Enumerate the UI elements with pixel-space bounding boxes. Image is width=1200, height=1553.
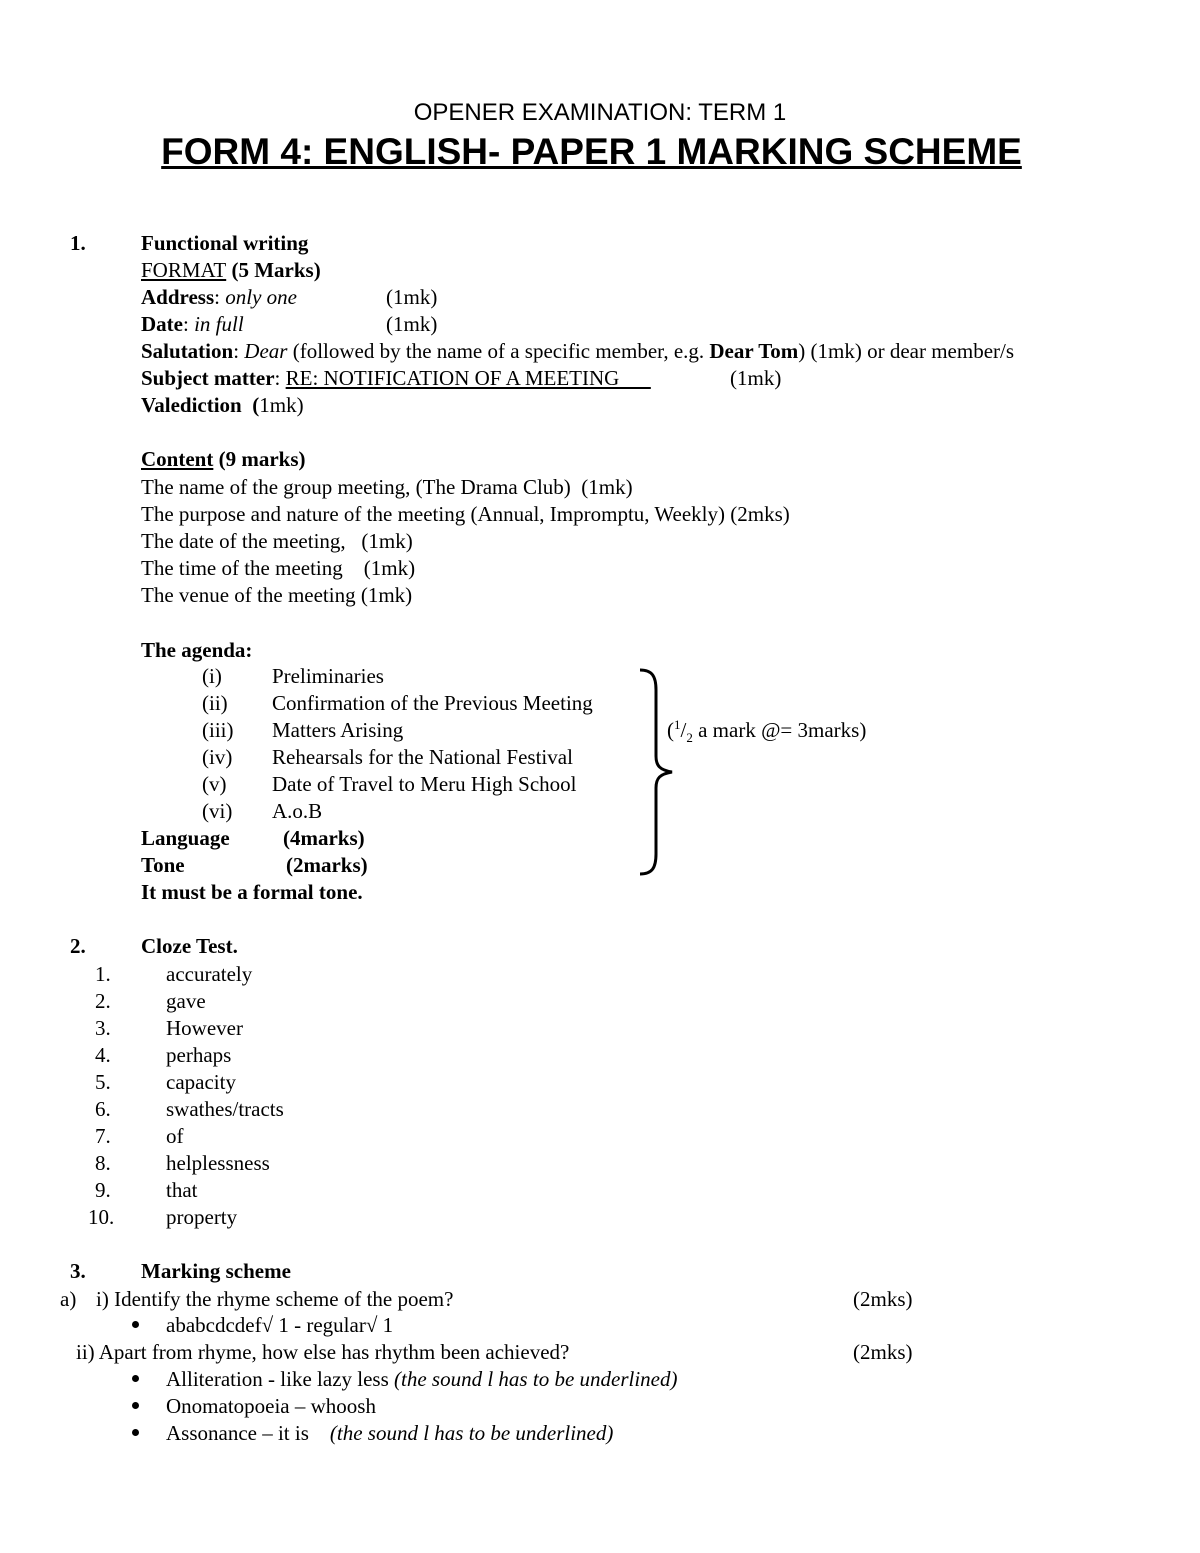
agenda-note-open: (: [667, 718, 674, 742]
cloze-answer: helplessness: [166, 1151, 270, 1175]
q1-title: Functional writing: [141, 231, 309, 255]
cloze-answer: property: [166, 1205, 238, 1229]
agenda-item: A.o.B: [272, 799, 323, 823]
salutation-sep: :: [233, 339, 245, 363]
format-marks: (5 Marks): [226, 258, 321, 282]
content-item: The time of the meeting (1mk): [141, 556, 416, 580]
salutation-example: Dear Tom: [709, 339, 799, 363]
paper-title: FORM 4: ENGLISH- PAPER 1 MARKING SCHEME: [161, 131, 1022, 172]
agenda-numeral: (iv): [202, 745, 233, 769]
date-line: [141, 311, 244, 337]
content-heading: Content: [141, 447, 214, 471]
tone-label: Tone: [141, 853, 185, 877]
cloze-number: 3.: [95, 1016, 111, 1040]
salutation-label: Salutation: [141, 339, 234, 363]
content-marks: (9 marks): [213, 447, 306, 471]
cloze-number: 7.: [95, 1124, 111, 1148]
address-sep: :: [214, 285, 226, 309]
salutation-tail: ) (1mk) or dear member/s: [798, 339, 1015, 363]
address-line: [141, 284, 297, 310]
cloze-answer: perhaps: [166, 1043, 232, 1067]
q3-question-ii-marks: (2mks): [853, 1340, 913, 1364]
bullet-icon: [132, 1429, 139, 1436]
agenda-item: Rehearsals for the National Festival: [272, 745, 573, 769]
language-label: Language: [141, 826, 230, 850]
q3-title: Marking scheme: [141, 1259, 291, 1283]
salutation-value: Dear: [244, 339, 288, 363]
salutation-line: [141, 338, 1014, 364]
bullet-icon: [132, 1402, 139, 1409]
date-mark: (1mk): [386, 312, 438, 336]
subject-label: Subject matter: [141, 366, 275, 390]
q3-answer-i: ababcdcdef√ 1 - regular√ 1: [166, 1313, 394, 1337]
q1-number: 1.: [70, 231, 86, 255]
q3-question-i: i) Identify the rhyme scheme of the poem?: [96, 1287, 454, 1311]
agenda-note-rest: a mark @= 3marks): [692, 718, 867, 742]
agenda-numeral: (i): [202, 664, 222, 688]
q3-part-label: a): [60, 1287, 77, 1311]
agenda-heading: The agenda:: [141, 638, 253, 662]
cloze-answer: However: [166, 1016, 243, 1040]
cloze-number: 9.: [95, 1178, 111, 1202]
cloze-number: 4.: [95, 1043, 111, 1067]
answer-text: Alliteration - like lazy less: [166, 1367, 395, 1391]
date-value: in full: [194, 312, 244, 336]
valediction-label: Valediction (: [141, 393, 260, 417]
agenda-note-sup: 1: [674, 717, 681, 732]
agenda-numeral: (ii): [202, 691, 228, 715]
agenda-note: [667, 717, 867, 746]
agenda-note-slash: /: [680, 718, 687, 742]
subject-line: [141, 365, 651, 391]
cloze-number: 8.: [95, 1151, 111, 1175]
agenda-item: Date of Travel to Meru High School: [272, 772, 577, 796]
q2-title: Cloze Test.: [141, 934, 238, 958]
answer-note: (the sound l has to be underlined): [329, 1421, 614, 1445]
q3-answer-ii-item: [166, 1393, 376, 1419]
exam-title: OPENER EXAMINATION: TERM 1: [413, 99, 787, 126]
agenda-numeral: (iii): [202, 718, 234, 742]
agenda-numeral: (v): [202, 772, 227, 796]
salutation-text: (followed by the name of a specific member, e.g.: [287, 339, 710, 363]
q3-question-ii: ii) Apart from rhyme, how else has rhythm been achieved?: [76, 1340, 570, 1364]
subject-value: RE: NOTIFICATION OF A MEETING: [285, 366, 651, 390]
answer-text: Onomatopoeia – whoosh: [166, 1394, 376, 1418]
agenda-note-sub: 2: [686, 730, 693, 746]
valediction-line: [141, 392, 304, 418]
content-heading-line: [141, 446, 306, 472]
agenda-item: Matters Arising: [272, 718, 404, 742]
bullet-icon: [132, 1321, 139, 1328]
language-marks: (4marks): [283, 826, 365, 850]
tone-note: It must be a formal tone.: [141, 880, 363, 904]
content-item: The venue of the meeting (1mk): [141, 583, 413, 607]
date-sep: :: [182, 312, 195, 336]
cloze-number: 10.: [88, 1205, 115, 1229]
cloze-answer: swathes/tracts: [166, 1097, 284, 1121]
address-mark: (1mk): [386, 285, 438, 309]
agenda-item: Preliminaries: [272, 664, 384, 688]
answer-text: Assonance – it is: [166, 1421, 330, 1445]
bullet-icon: [132, 1375, 139, 1382]
cloze-number: 1.: [95, 962, 111, 986]
address-value: only one: [225, 285, 297, 309]
format-heading: FORMAT: [141, 258, 227, 282]
cloze-answer: gave: [166, 989, 206, 1013]
q3-number: 3.: [70, 1259, 86, 1283]
content-item: The purpose and nature of the meeting (Annual, Impromptu, Weekly) (2mks): [141, 502, 790, 526]
cloze-answer: accurately: [166, 962, 253, 986]
subject-mark: (1mk): [730, 366, 782, 390]
format-line: [141, 257, 321, 283]
cloze-answer: that: [166, 1178, 198, 1202]
content-item: The name of the group meeting, (The Drama Club) (1mk): [141, 475, 633, 499]
cloze-number: 2.: [95, 989, 111, 1013]
content-item: The date of the meeting, (1mk): [141, 529, 413, 553]
agenda-numeral: (vi): [202, 799, 233, 823]
curly-brace-icon: [636, 668, 682, 878]
cloze-answer: capacity: [166, 1070, 236, 1094]
tone-marks: (2marks): [286, 853, 368, 877]
valediction-mark: 1mk): [259, 393, 304, 417]
q3-answer-ii-item: [166, 1420, 613, 1446]
address-label: Address: [141, 285, 215, 309]
cloze-number: 6.: [95, 1097, 111, 1121]
cloze-number: 5.: [95, 1070, 111, 1094]
agenda-item: Confirmation of the Previous Meeting: [272, 691, 593, 715]
q3-answer-ii-item: [166, 1366, 678, 1392]
cloze-answer: of: [166, 1124, 184, 1148]
q2-number: 2.: [70, 934, 86, 958]
subject-sep: :: [274, 366, 286, 390]
answer-note: (the sound l has to be underlined): [394, 1367, 678, 1391]
date-label: Date: [141, 312, 183, 336]
q3-question-i-marks: (2mks): [853, 1287, 913, 1311]
